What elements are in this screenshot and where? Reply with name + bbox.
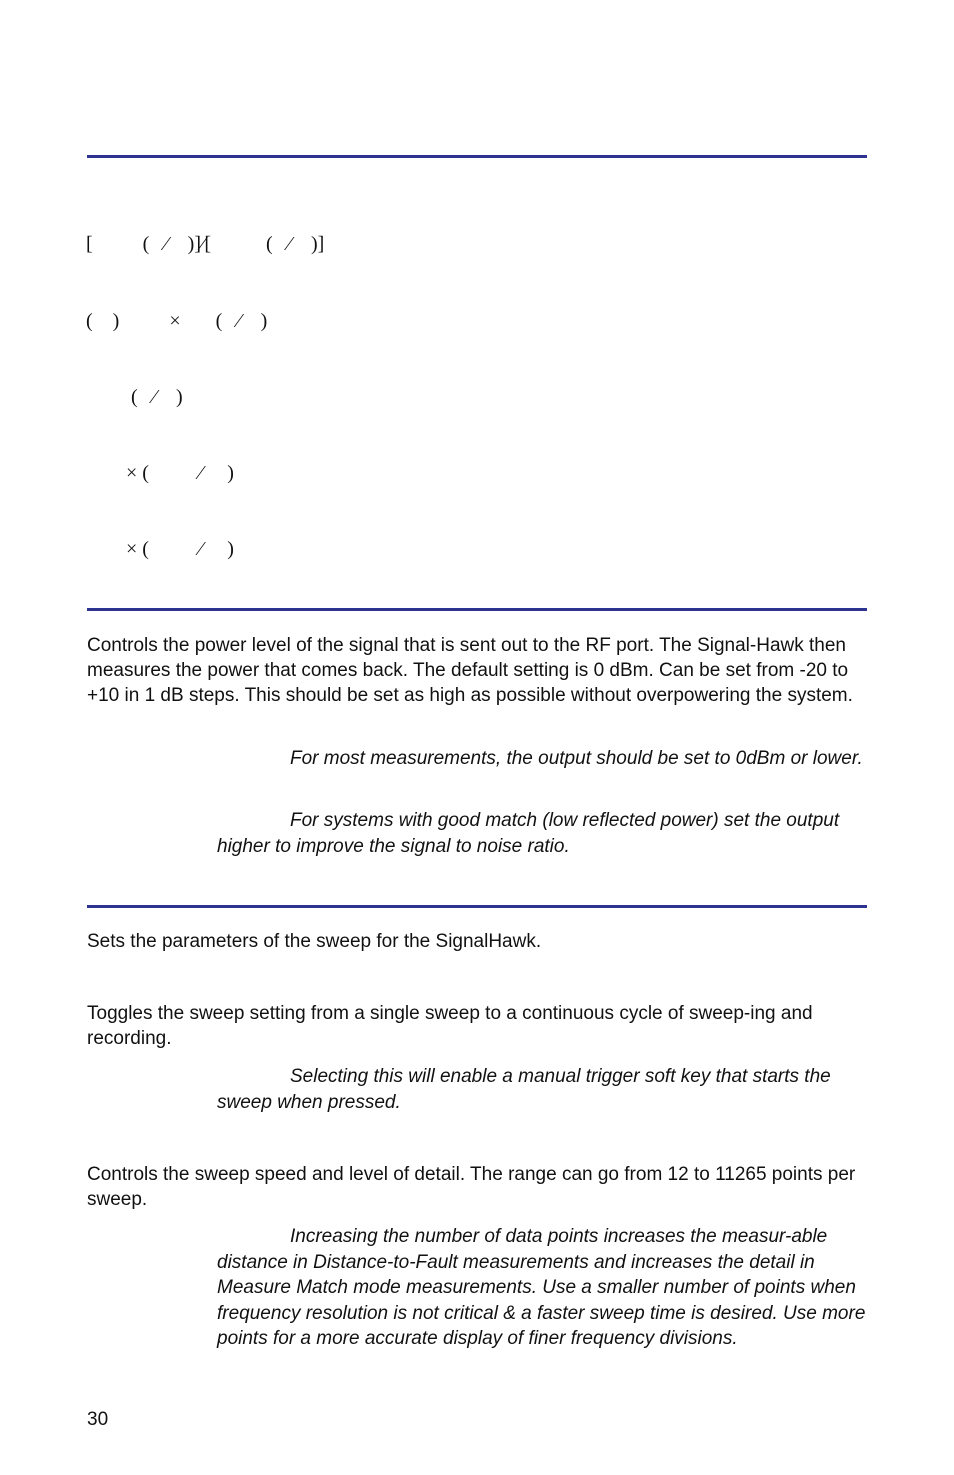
points-note <box>217 1224 867 1352</box>
formula-line-1: [ ( ⁄ )]⁄[ ( ⁄ )] <box>86 233 325 255</box>
sweep-description: Sets the parameters of the sweep for the SignalHawk. <box>87 931 542 952</box>
section-divider-output-power <box>87 608 867 611</box>
section-divider-top <box>87 155 867 158</box>
points-description: Controls the sweep speed and level of detail. The range can go from 12 to 11265 points per sweep. <box>87 1164 856 1210</box>
output-power-note-2-text: For systems with good match (low reflected power) set the output higher to improve the signal to noise ratio. <box>217 810 840 857</box>
formula-line-4: × ( ⁄ ) <box>126 462 234 484</box>
output-power-note-1-text: For most measurements, the output should be set to 0dBm or lower. <box>290 748 863 769</box>
single-continuous-note-text: Selecting this will enable a manual trigger soft key that starts the sweep when pressed. <box>217 1066 831 1113</box>
points-note-text: Increasing the number of data points increases the measur-able distance in Distance-to-Fault measurements and increases the detail in Measure Match mode measurements. Use a smaller number of points when frequency resolution is not critical & a faster sweep time is desired. Use more points for a more accurate display of finer frequency divisions. <box>217 1226 866 1349</box>
section-divider-sweep <box>87 905 867 908</box>
output-power-note-2 <box>217 808 867 859</box>
formula-line-5: × ( ⁄ ) <box>126 538 234 560</box>
single-continuous-description: Toggles the sweep setting from a single sweep to a continuous cycle of sweep-ing and recording. <box>87 1003 813 1049</box>
formula-line-2: ( ) × ( ⁄ ) <box>86 310 268 332</box>
formula-line-3: ( ⁄ ) <box>131 386 183 408</box>
output-power-note-1 <box>217 746 867 772</box>
output-power-description: Controls the power level of the signal that is sent out to the RF port. The Signal-Hawk then measures the power that comes back. The default setting is 0 dBm. Can be set from -20 to +10 in 1 dB steps. This should be set as high as possible without overpowering the system. <box>87 635 853 706</box>
page-number: 30 <box>87 1409 109 1430</box>
single-continuous-note <box>217 1064 867 1115</box>
